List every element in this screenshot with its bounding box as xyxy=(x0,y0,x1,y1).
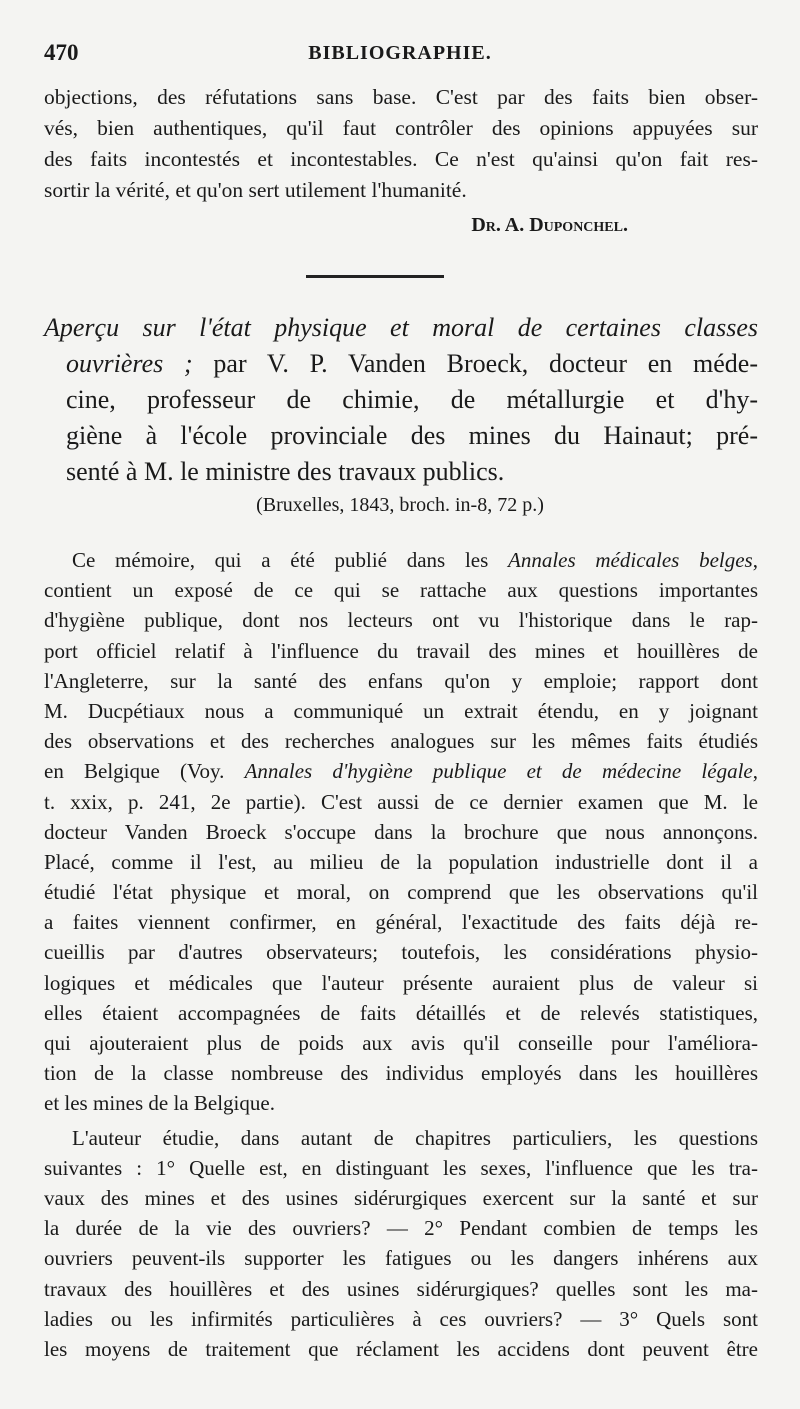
text-line: étudié l'état physique et moral, on comprend que les observations qu'il xyxy=(44,880,758,905)
text-line: ouvriers peuvent-ils supporter les fatigues ou les dangers inhérens aux xyxy=(44,1246,758,1271)
text-line: des observations et des recherches analogues sur les mêmes faits étudiés xyxy=(44,729,758,754)
running-head: BIBLIOGRAPHIE. xyxy=(308,42,492,64)
text-line: les moyens de traitement que réclament les accidens dont peuvent être xyxy=(44,1336,758,1361)
section-divider xyxy=(306,275,444,278)
title-italic: ouvrières ; xyxy=(66,349,193,378)
text-line: l'Angleterre, sur la santé des enfans qu'on y emploie; rapport dont xyxy=(44,668,758,693)
title-italic: Aperçu sur l'état physique et moral de certaines classes xyxy=(44,313,758,342)
paragraph-1 xyxy=(44,545,758,1119)
text-line: vaux des mines et des usines sidérurgiques exercent sur la santé et sur xyxy=(44,1185,758,1210)
title-roman: senté à M. le ministre des travaux publics. xyxy=(66,457,505,486)
paragraph-2 xyxy=(44,1123,758,1365)
text-line xyxy=(44,545,758,575)
text-line: vés, bien authentiques, qu'il faut contrôler des opinions appuyées sur xyxy=(44,116,758,140)
text-line: et les mines de la Belgique. xyxy=(44,1091,275,1116)
line-italic: Annales médicales belges xyxy=(508,548,753,572)
line-text: , xyxy=(752,759,758,784)
text-line: objections, des réfutations sans base. C'est par des faits bien obser- xyxy=(44,85,758,109)
text-line: elles étaient accompagnées de faits détaillés et de relevés statistiques, xyxy=(44,1000,758,1025)
text-line: des faits incontestés et incontestables. Ce n'est qu'ainsi qu'on fait res- xyxy=(44,147,758,171)
title-line xyxy=(44,310,758,346)
text-line: logiques et médicales que l'auteur présente auraient plus de valeur si xyxy=(44,970,758,995)
line-text: , xyxy=(752,548,758,572)
title-line xyxy=(44,418,758,454)
line-text: en Belgique (Voy. xyxy=(44,759,245,784)
text-line: travaux des houillères et des usines sidérurgiques? quelles sont les ma- xyxy=(44,1276,758,1301)
text-line: sortir la vérité, et qu'on sert utilement l'humanité. xyxy=(44,178,467,202)
text-line: qui ajouteraient plus de poids aux avis qu'il conseille pour l'améliora- xyxy=(44,1031,758,1055)
text-line: contient un exposé de ce qui se rattache aux questions importantes xyxy=(44,578,758,603)
text-line: t. xxix, p. 241, 2e partie). C'est aussi de ce dernier examen que M. le xyxy=(44,789,758,814)
text-line: tion de la classe nombreuse des individus employés dans les houillères xyxy=(44,1061,758,1086)
text-line: L'auteur étudie, dans autant de chapitres particuliers, les questions xyxy=(72,1125,758,1150)
line-text: Ce mémoire, qui a été publié dans les xyxy=(72,548,508,572)
text-line: ladies ou les infirmités particulières à ces ouvriers? — 3° Quels sont xyxy=(44,1306,758,1331)
text-line: M. Ducpétiaux nous a communiqué un extrait étendu, en y joignant xyxy=(44,698,758,723)
text-line: a faites viennent confirmer, en général, l'exactitude des faits déjà re- xyxy=(44,910,758,935)
publication-info: (Bruxelles, 1843, broch. in-8, 72 p.) xyxy=(256,494,544,516)
review-title xyxy=(44,310,758,490)
title-roman: giène à l'école provinciale des mines du Hainaut; pré- xyxy=(66,421,758,450)
text-line: suivantes : 1° Quelle est, en distinguant les sexes, l'influence que les tra- xyxy=(44,1155,758,1180)
author-signature: Dr. A. Duponchel. xyxy=(471,214,628,236)
text-line: cueillis par d'autres observateurs; toutefois, les considérations physio- xyxy=(44,940,758,965)
text-line: la durée de la vie des ouvriers? — 2° Pendant combien de temps les xyxy=(44,1216,758,1241)
title-line xyxy=(44,454,758,490)
text-line: docteur Vanden Broeck s'occupe dans la brochure que nous annonçons. xyxy=(44,819,758,844)
text-line xyxy=(44,756,758,786)
title-line xyxy=(44,382,758,418)
text-line: port officiel relatif à l'influence du travail des mines et houillères de xyxy=(44,638,758,663)
text-line: d'hygiène publique, dont nos lecteurs ont vu l'historique dans le rap- xyxy=(44,608,758,633)
title-roman: cine, professeur de chimie, de métallurgie et d'hy- xyxy=(66,385,758,414)
title-line xyxy=(44,346,758,382)
previous-article-ending xyxy=(44,82,758,206)
page-number: 470 xyxy=(44,40,79,65)
text-line: Placé, comme il l'est, au milieu de la population industrielle dont il a xyxy=(44,849,758,874)
review-body xyxy=(44,545,758,1364)
page-header xyxy=(44,40,756,70)
line-italic: Annales d'hygiène publique et de médecine légale xyxy=(244,759,753,784)
title-roman: par V. P. Vanden Broeck, docteur en méde- xyxy=(192,349,758,378)
